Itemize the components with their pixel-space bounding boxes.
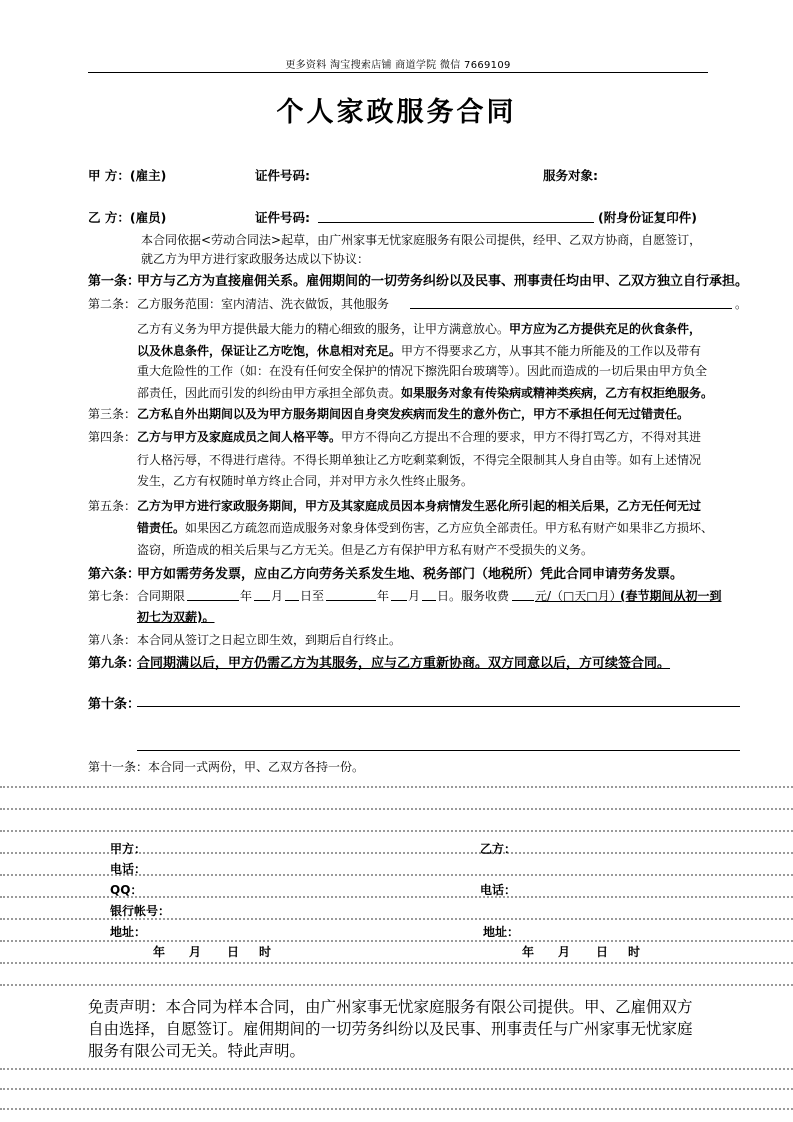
- article-7-fee: 。服务收费: [449, 589, 510, 603]
- party-a-service-label: 服务对象:: [543, 168, 598, 183]
- article-7-note-2: 初七为双薪)。: [137, 610, 215, 624]
- sign-a-date-month: 月: [189, 945, 202, 959]
- article-4-line-1-bold: 乙方与甲方及家庭成员之间人格平等。: [137, 430, 342, 444]
- article-2-label: 第二条：: [88, 297, 137, 311]
- sign-a-qq-label: QQ：: [110, 883, 143, 897]
- party-b-id-field[interactable]: [318, 222, 594, 223]
- sign-party-b-label: 乙方：: [480, 842, 517, 856]
- disclaimer: [88, 996, 728, 1062]
- intro-line-2: 就乙方为甲方进行家政服务达成以下协议：: [141, 252, 370, 266]
- disclaimer-line-1: 免责声明：本合同为样本合同，由广州家事无忧家庭服务有限公司提供。甲、乙雇佣双方: [88, 998, 693, 1016]
- article-6-label: 第六条：: [88, 567, 141, 582]
- party-b-label: 乙 方：(雇员): [88, 210, 167, 225]
- article-3-label: 第三条：: [88, 407, 137, 421]
- header-rule: [88, 72, 708, 73]
- disclaimer-line-2: 自由选择，自愿签订。雇佣期间的一切劳务纠纷以及民事、刑事责任与广州家事无忧家庭: [88, 1020, 693, 1038]
- article-2-line-2: 乙方有义务为甲方提供最大能力的精心细致的服务，让甲方满意放心。: [137, 322, 510, 336]
- end-year-field[interactable]: [326, 600, 376, 601]
- article-4-line-1: 甲方不得向乙方提出不合理的要求，甲方不得打骂乙方，不得对其进: [341, 430, 702, 444]
- article-8-text: 本合同从签订之日起立即生效，到期后自行终止。: [137, 633, 402, 647]
- article-5-label: 第五条：: [88, 499, 137, 513]
- article-7-day: 日: [437, 589, 450, 603]
- start-month-field[interactable]: [254, 600, 270, 601]
- article-1-label: 第一条：: [88, 274, 141, 289]
- end-month-field[interactable]: [391, 600, 407, 601]
- article-2-line-3-bold: 以及休息条件，保证让乙方吃饱，休息相对充足。: [137, 344, 402, 358]
- sign-b-date-time: 时: [628, 945, 641, 959]
- article-7-year-2: 年: [377, 589, 390, 603]
- party-b-id-note: (附身份证复印件): [598, 210, 697, 225]
- article-6-text: 甲方如需劳务发票，应由乙方向劳务关系发生地、税务部门（地税所）凭此合同申请劳务发票。: [137, 567, 684, 582]
- article-10-field-line-2[interactable]: [137, 750, 740, 751]
- party-a-label: 甲 方：(雇主): [88, 168, 167, 183]
- article-11-label: 第十一条：: [88, 760, 149, 774]
- article-5-line-2: 如果因乙方疏忽而造成服务对象身体受到伤害，乙方应负全部责任。甲方私有财产如果非乙方损坏、: [185, 521, 714, 535]
- party-b-id-label: 证件号码:: [255, 210, 310, 225]
- start-year-field[interactable]: [187, 600, 239, 601]
- disclaimer-line-3: 服务有限公司无关。特此声明。: [88, 1042, 306, 1060]
- article-9-text: 合同期满以后，甲方仍需乙方为其服务，应与乙方重新协商。双方同意以后，方可续签合同。: [137, 656, 671, 671]
- article-5-line-1: 乙方为甲方进行家政服务期间，甲方及其家庭成员因本身病情发生恶化所引起的相关后果，乙方无任何无过: [137, 499, 702, 513]
- article-7-month-2: 月: [408, 589, 421, 603]
- intro-line-1: 本合同依据<劳动合同法>起草，由广州家事无忧家庭服务有限公司提供，经甲、乙双方协商，自愿签订，: [141, 233, 702, 247]
- article-7-note-1: (春节期间从初一到: [620, 589, 722, 603]
- sign-b-date-day: 日: [596, 945, 609, 959]
- article-7-month-1: 月: [271, 589, 284, 603]
- sign-b-phone-label: 电话：: [480, 883, 517, 897]
- end-day-field[interactable]: [422, 600, 436, 601]
- sign-a-date-year: 年: [153, 945, 166, 959]
- article-4-label: 第四条：: [88, 430, 137, 444]
- sign-party-a-label: 甲方：: [110, 842, 147, 856]
- sign-b-date-year: 年: [522, 945, 535, 959]
- contract-title: 个人家政服务合同: [276, 97, 517, 128]
- article-7-year-1: 年: [240, 589, 253, 603]
- sign-a-date-day: 日: [227, 945, 240, 959]
- article-4-line-2: 行人格污辱，不得进行虐待。不得长期单独让乙方吃剩菜剩饭，不得完全限制其人身自由等。如有上述情况: [137, 453, 702, 467]
- header-text: 更多资料 淘宝搜索店铺 商道学院 微信 7669109: [285, 60, 511, 71]
- article-2-line-4: 重大危险性的工作（如：在没有任何安全保护的情况下擦洗阳台玻璃等）。因此而造成的一切后果由甲方负全: [137, 364, 708, 378]
- article-8-label: 第八条：: [88, 633, 137, 647]
- article-7-day-to: 日至: [300, 589, 325, 603]
- party-a-id-label: 证件号码:: [255, 168, 310, 183]
- article-4-line-3: 发生，乙方有权随时单方终止合同，并对甲方永久性终止服务。: [137, 474, 474, 488]
- article-10-label: 第十条：: [88, 697, 141, 712]
- article-7-label: 第七条：: [88, 589, 137, 603]
- article-10-field-line-1[interactable]: [137, 706, 740, 707]
- article-2-line-1: 乙方服务范围：室内清洁、洗衣做饭，其他服务: [137, 297, 390, 311]
- article-7-unit[interactable]: 元/（□天□月）: [535, 589, 622, 603]
- fee-amount-field[interactable]: [512, 600, 534, 601]
- article-2-line-5-bold: 如果服务对象有传染病或精神类疾病，乙方有权拒绝服务。: [401, 386, 714, 400]
- article-9-label: 第九条：: [88, 656, 141, 671]
- article-2-line-3: 甲方不得要求乙方，从事其不能力所能及的工作以及带有: [401, 344, 702, 358]
- sign-a-bank-label: 银行帐号：: [110, 904, 171, 918]
- sign-b-address-label: 地址：: [483, 925, 520, 939]
- sign-a-date-time: 时: [259, 945, 272, 959]
- article-2-line-5: 部责任，因此而引发的纠纷由甲方承担全部负责。: [137, 386, 402, 400]
- article-2-line-2-bold: 甲方应为乙方提供充足的伙食条件，: [509, 322, 702, 336]
- article-11-text: 本合同一式两份，甲、乙双方各持一份。: [148, 760, 365, 774]
- article-7-term: 合同期限: [137, 589, 186, 603]
- contract-page: 更多资料 淘宝搜索店铺 商道学院 微信 7669109 个人家政服务合同 甲 方：(雇主) 证件号码: 服务对象: 乙 方：(雇员) 证件号码: (附身份证复印件) 本合同依据<劳动合同法>起草，由广州家事无忧家庭服务有限公司提供，经甲、乙双方协商，自愿签订， 就乙方为甲方进行家政服务达成以下协议： 第一条： 甲方与乙方为直接雇佣关系。雇佣期间的一切劳务纠纷以及民事、刑事责任均由甲、乙双方独立自行承担。 第二条： 乙方服务范围：室内清洁、洗衣做饭，其他服务 。 乙方有义务为甲方提供最大能力的精心细致的服务，让甲方满意放心。甲方应为乙方提供充足的伙食条件， 以及休息条件，保证让乙方吃饱，休息相对充足。甲方不得要求乙方，从事其不能力所能及的工作以及带有 重大危险性的工作（如：在没有任何安全保护的情况下擦洗阳台玻璃等）。因此而造成的一切后果由甲方负全 部责任，因此而引发的纠纷由甲方承担全部负责。如果服务对象有传染病或精神类疾病，乙方有权拒绝服务。 第三条： 乙方私自外出期间以及为甲方服务期间因自身突发疾病而发生的意外伤亡，甲方不承担任何无过错责任。 第四条： 乙方与甲方及家庭成员之间人格平等。甲方不得向乙方提出不合理的要求，甲方不得打骂乙方，不得对其进 行人格污辱，不得进行虐待。不得长期单独让乙方吃剩菜剩饭，不得完全限制其人身自由等。如有上述情况 发生，乙方有权随时单方终止合同，并对甲方永久性终止服务。 第五条： 乙方为甲方进行家政服务期间，甲方及其家庭成员因本身病情发生恶化所引起的相关后果，乙方无任何无过 错责任。如果因乙方疏忽而造成服务对象身体受到伤害，乙方应负全部责任。甲方私有财产如果非乙方损坏、 盗窃，所造成的相关后果与乙方无关。但是乙方有保护甲方私有财产不受损失的义务。 第六条： 甲方如需劳务发票，应由乙方向劳务关系发生地、税务部门（地税所）凭此合同申请劳务发票。 第七条： 合同期限 年 月 日至 年 月 日 。服务收费 元/（□天□月） (春节期间从初一到 初七为双薪)。 第八条： 本合同从签订之日起立即生效，到期后自行终止。 第九条： 合同期满以后，甲方仍需乙方为其服务，应与乙方重新协商。双方同意以后，方可续签合同。 第十条： 第十一条：本合同一式两份，甲、乙双方各持一份。 甲方： 乙方： 电话： QQ： 电话： 银行帐号： 地址： 地址： 年 月 日 时 年 月 日 时 免责声明：本合同为样本合同，由广州家事无忧家庭服务有限公司提供。甲、乙雇佣双方 自由选择，自愿签订。雇佣期间的一切劳务纠纷以及民事、刑事责任与广州家事无忧家庭 服务有限公司无关。特此声明。: [0, 0, 793, 1122]
- article-1-text: 甲方与乙方为直接雇佣关系。雇佣期间的一切劳务纠纷以及民事、刑事责任均由甲、乙双方独立自行承担。: [137, 274, 749, 289]
- article-3-text: 乙方私自外出期间以及为甲方服务期间因自身突发疾病而发生的意外伤亡，甲方不承担任何无过错责任。: [137, 407, 690, 421]
- article-5-line-3: 盗窃，所造成的相关后果与乙方无关。但是乙方有保护甲方私有财产不受损失的义务。: [137, 543, 594, 557]
- sign-a-address-label: 地址：: [110, 925, 147, 939]
- sign-b-date-month: 月: [558, 945, 571, 959]
- article-5-line-2-bold: 错责任。: [137, 521, 186, 535]
- start-day-field[interactable]: [285, 600, 299, 601]
- sign-a-phone-label: 电话：: [110, 862, 147, 876]
- other-services-field[interactable]: [410, 308, 732, 309]
